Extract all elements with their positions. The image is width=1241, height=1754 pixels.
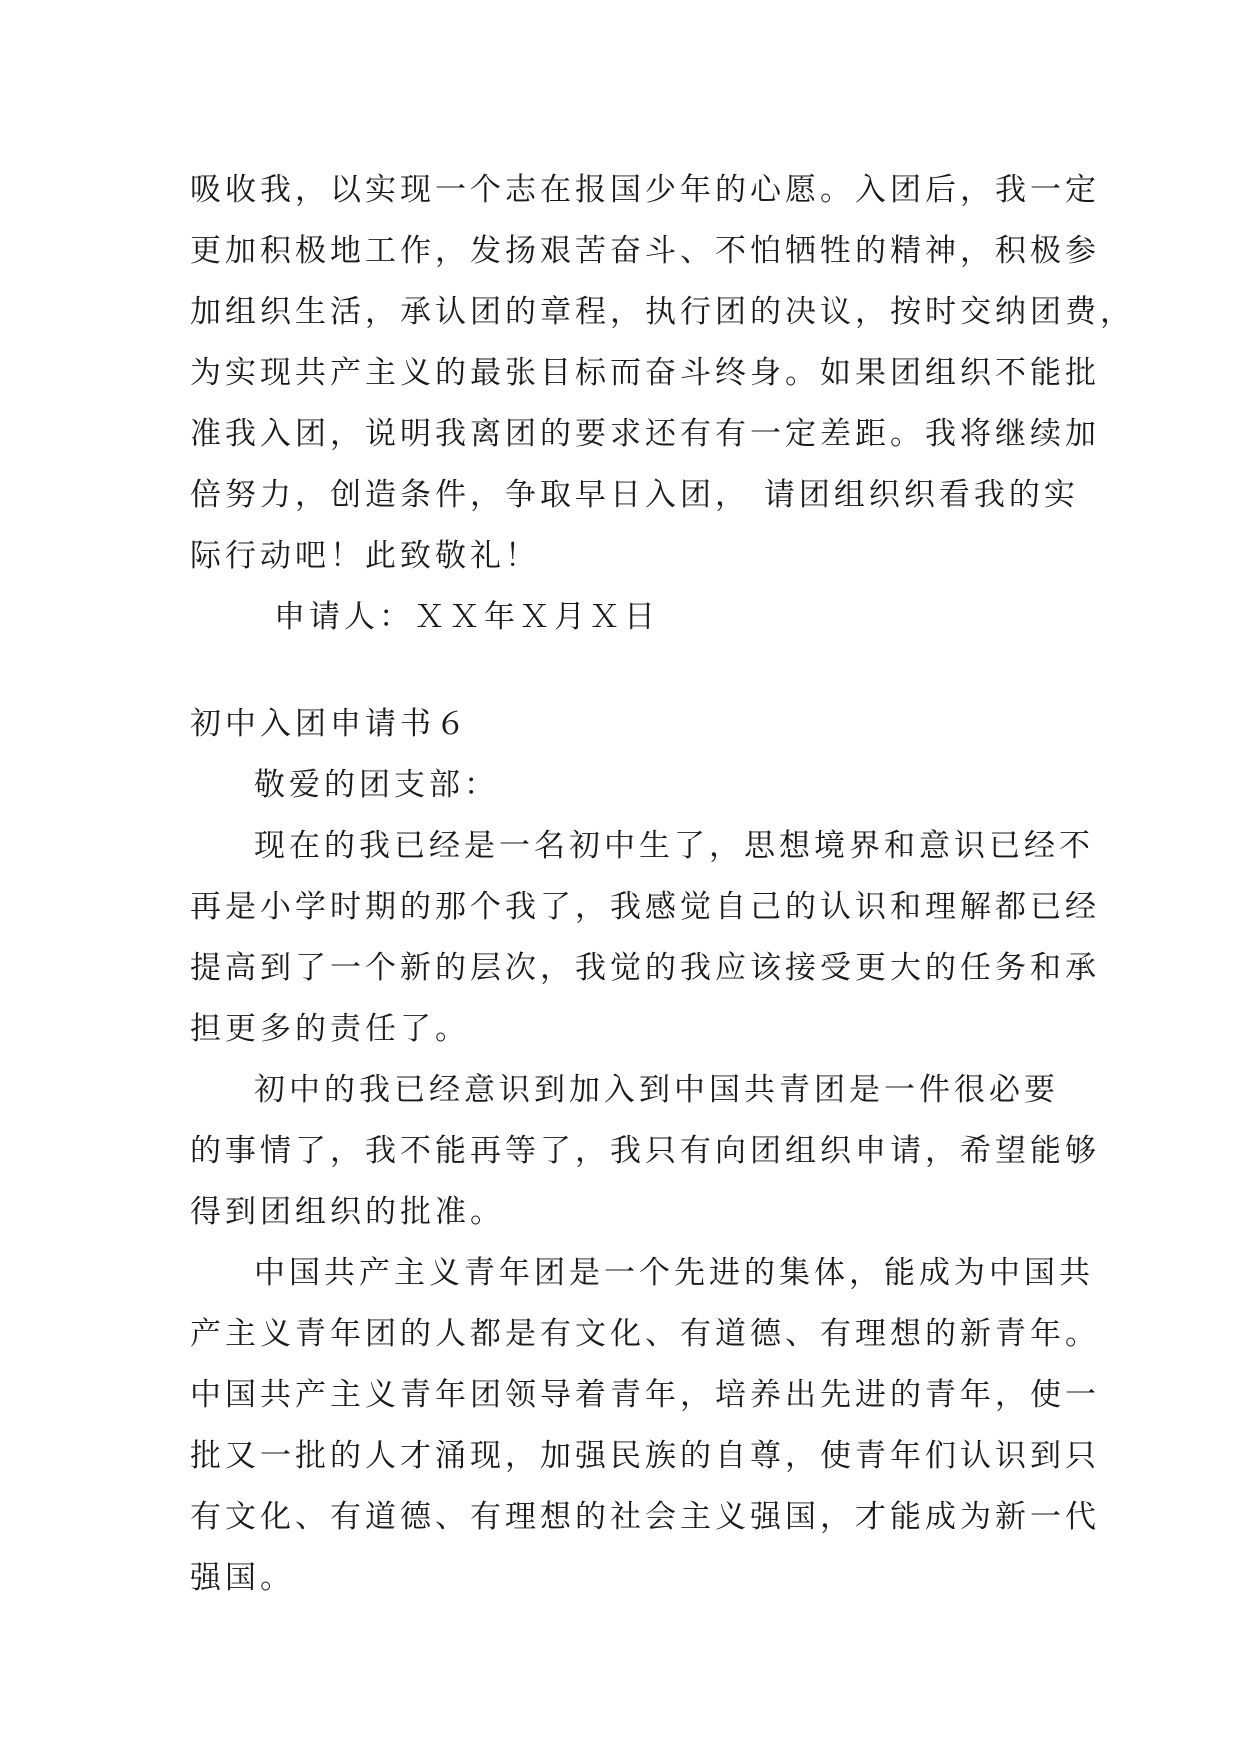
text-line: 提高到了一个新的层次，我觉的我应该接受更大的任务和承 [190,950,1100,986]
text-line: 吸收我，以实现一个志在报国少年的心愿。入团后，我一定 [190,172,1100,208]
text-line: 有文化、有道德、有理想的社会主义强国，才能成为新一代 [190,1499,1100,1535]
text-line: 初中的我已经意识到加入到中国共青团是一件很必要 [254,1072,1059,1108]
section-title: 初中入团申请书６ [190,706,470,742]
text-line: 的事情了，我不能再等了，我只有向团组织申请，希望能够 [190,1133,1100,1169]
section-gap [190,648,1070,694]
text-line: 更加积极地工作，发扬艰苦奋斗、不怕牺牲的精神，积极参 [190,233,1100,269]
paragraph-2 [190,1060,1100,1243]
document-body [190,160,1135,1609]
text-line: 得到团组织的批准。 [190,1194,505,1230]
text-line: 倍努力，创造条件，争取早日入团， 请团组织织看我的实 [190,477,1079,513]
paragraph-1 [190,816,1100,1060]
text-line: 际行动吧！此致敬礼！ [190,538,540,574]
text-line: 再是小学时期的那个我了，我感觉自己的认识和理解都已经 [190,889,1100,925]
text-line: 中国共产主义青年团是一个先进的集体，能成为中国共 [254,1255,1094,1291]
salutation: 敬爱的团支部： [254,767,499,803]
previous-letter-ending [190,160,1135,648]
text-line: 加组织生活，承认团的章程，执行团的决议，按时交纳团费， [190,294,1135,330]
text-line: 准我入团，说明我离团的要求还有有一定差距。我将继续加 [190,416,1100,452]
text-line: 担更多的责任了。 [190,1011,470,1047]
paragraph-3 [190,1243,1100,1609]
text-line: 中国共产主义青年团领导着青年，培养出先进的青年，使一 [190,1377,1100,1413]
text-line: 现在的我已经是一名初中生了，思想境界和意识已经不 [254,828,1094,864]
text-line: 产主义青年团的人都是有文化、有道德、有理想的新青年。 [190,1316,1100,1352]
text-line: 为实现共产主义的最张目标而奋斗终身。如果团组织不能批 [190,355,1100,391]
application-letter-6 [190,694,1100,1609]
text-line: 批又一批的人才涌现，加强民族的自尊，使青年们认识到只 [190,1438,1100,1474]
text-line: 强国。 [190,1560,295,1596]
signature-line: 申请人：ＸＸ年Ｘ月Ｘ日 [274,599,659,635]
